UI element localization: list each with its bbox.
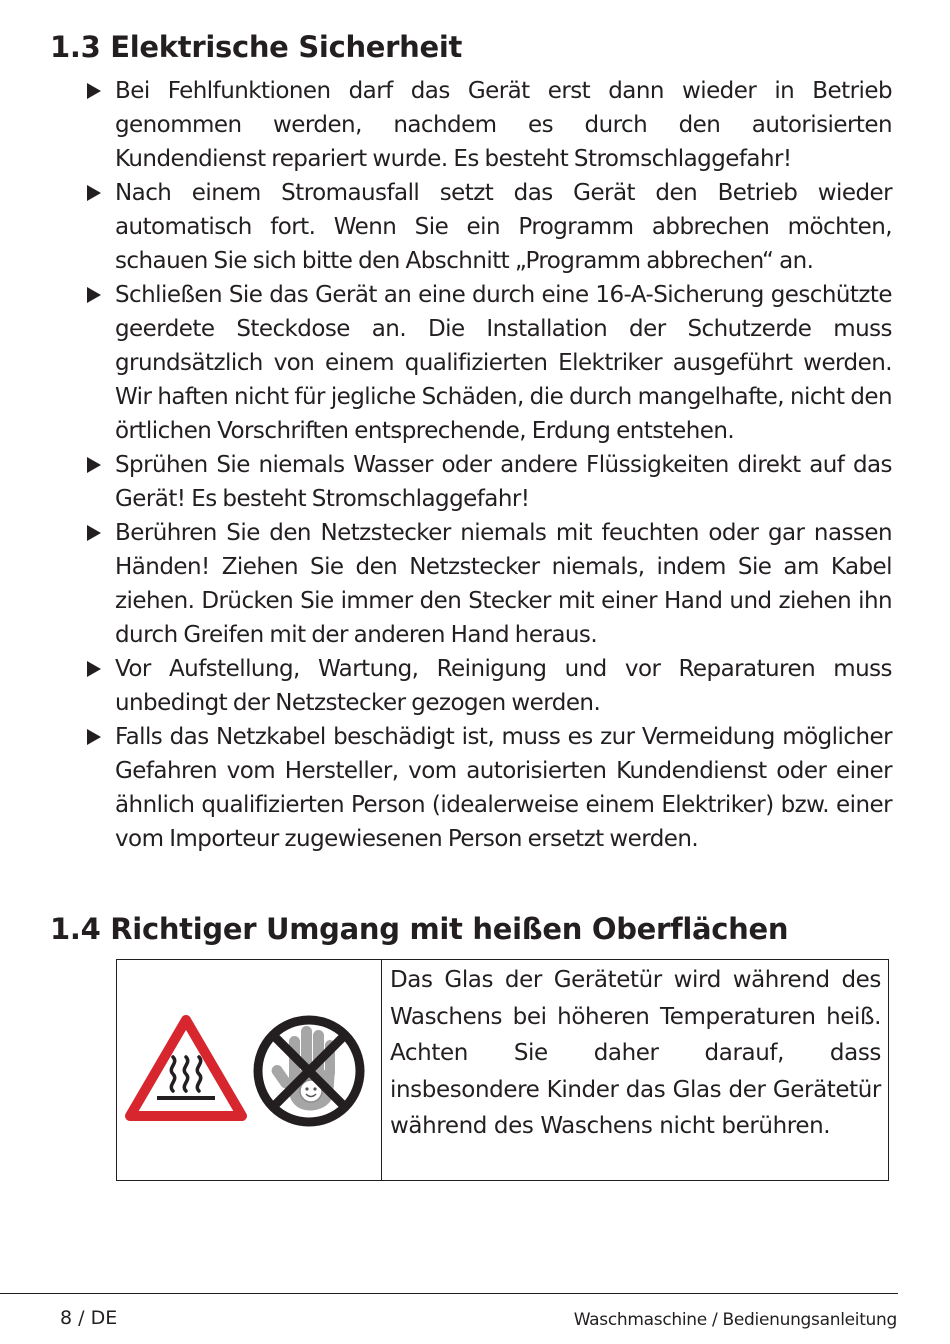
- bullet-triangle-icon: [87, 185, 101, 201]
- hot-surface-warning-box: [116, 959, 889, 1181]
- list-item-text: Bei Fehlfunktionen darf das Gerät erst dann wieder in Betrieb genommen werden, nachdem es durch den autorisierten Kundendienst repariert wurde. Es besteht Stromschlaggefahr!: [115, 78, 892, 172]
- list-item-text: Berühren Sie den Netzstecker niemals mit feuchten oder gar nassen Händen! Ziehen Sie den Netzstecker niemals, indem Sie am Kabel ziehen. Drücken Sie immer den Stecker mit einer Hand und ziehen ihn durch Greifen mit der anderen Hand heraus.: [115, 520, 892, 648]
- list-item: [0, 720, 892, 856]
- section-heading-hot-surfaces: 1.4 Richtiger Umgang mit heißen Oberflächen: [50, 912, 789, 946]
- list-item-text: Sprühen Sie niemals Wasser oder andere Flüssigkeiten direkt auf das Gerät! Es besteht Stromschlaggefahr!: [115, 452, 892, 512]
- bullet-triangle-icon: [87, 287, 101, 303]
- hot-surface-warning-icon: [130, 1020, 242, 1116]
- list-item: [0, 278, 892, 448]
- do-not-touch-icon: [258, 1020, 360, 1122]
- list-item-text: Schließen Sie das Gerät an eine durch eine 16-A-Sicherung geschützte geerdete Steckdose an. Die Installation der Schutzerde muss grundsätzlich von einem qualifizierten Elektriker ausgeführt werden. Wir haften nicht für jegliche Schäden, die durch mangelhafte, nicht den örtlichen Vorschriften entsprechende, Erdung entstehen.: [115, 282, 892, 444]
- list-item: [0, 176, 892, 278]
- list-item-text: Nach einem Stromausfall setzt das Gerät den Betrieb wieder automatisch fort. Wenn Sie ein Programm abbrechen möchten, schauen Sie sich bitte den Abschnitt „Programm abbrechen“ an.: [115, 180, 892, 274]
- page-number: 8 / DE: [60, 1307, 118, 1329]
- bullet-triangle-icon: [87, 525, 101, 541]
- cell-divider: [381, 960, 382, 1180]
- warning-icons-cell: [117, 960, 381, 1180]
- bullet-triangle-icon: [87, 457, 101, 473]
- bullet-triangle-icon: [87, 661, 101, 677]
- list-item-text: Vor Aufstellung, Wartung, Reinigung und vor Reparaturen muss unbedingt der Netzstecker gezogen werden.: [115, 656, 892, 716]
- warning-icons: [117, 960, 381, 1180]
- document-title: Waschmaschine / Bedienungsanleitung: [573, 1310, 897, 1330]
- bullet-triangle-icon: [87, 729, 101, 745]
- list-item: [0, 74, 892, 176]
- list-item: [0, 652, 892, 720]
- electrical-safety-list: [0, 74, 950, 856]
- list-item: [0, 448, 892, 516]
- list-item: [0, 516, 892, 652]
- hot-surface-warning-text: Das Glas der Gerätetür wird während des Waschens bei höheren Temperaturen heiß. Achten Sie daher darauf, dass insbesondere Kinder das Glas der Gerätetür während des Waschens nicht berühren.: [390, 967, 881, 1139]
- bullet-triangle-icon: [87, 83, 101, 99]
- footer-divider: [0, 1293, 898, 1294]
- list-item-text: Falls das Netzkabel beschädigt ist, muss es zur Vermeidung möglicher Gefahren vom Hersteller, vom autorisierten Kundendienst oder einer ähnlich qualifizierten Person (idealerweise einem Elektriker) bzw. einer vom Importeur zugewiesenen Person ersetzt werden.: [115, 724, 892, 852]
- section-heading-electrical-safety: 1.3 Elektrische Sicherheit: [50, 30, 463, 64]
